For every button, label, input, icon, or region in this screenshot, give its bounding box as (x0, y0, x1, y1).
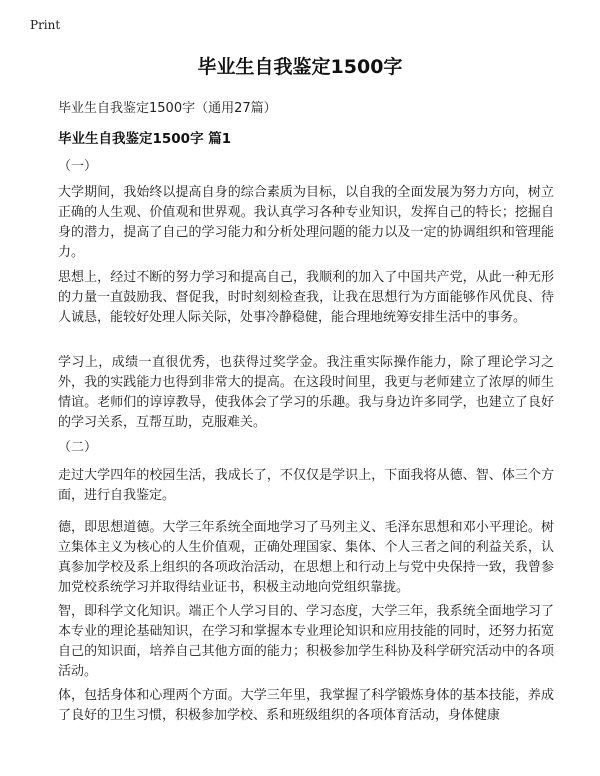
paragraph: 走过大学四年的校园生活，我成长了，不仅仅是学识上，下面我将从德、智、体三个方面，进行自我鉴定。 (58, 468, 554, 503)
section-heading: 毕业生自我鉴定1500字 篇1 (58, 131, 232, 147)
part-label-one: （一） (58, 159, 98, 174)
paragraph: 大学期间，我始终以提高自身的综合素质为目标，以自我的全面发展为努力方向，树立正确的人生观、价值观和世界观。我认真学习各种专业知识，发挥自己的特长；挖掘自身的潜力，提高了自己的学习能力和分析处理问题的能力以及一定的协调组织和管理能力。 (58, 185, 554, 260)
print-link[interactable]: Print (30, 18, 61, 32)
paragraph: 学习上，成绩一直很优秀，也获得过奖学金。我注重实际操作能力，除了理论学习之外，我的实践能力也得到非常大的提高。在这段时间里，我更与老师建立了浓厚的师生情谊。老师们的谆谆教导，使我体会了学习的乐趣。我与身边许多同学，也建立了良好的学习关系，互帮互助，克服难关。 (58, 355, 554, 430)
document-subtitle: 毕业生自我鉴定1500字（通用27篇） (58, 101, 277, 116)
paragraph: 德，即思想道德。大学三年系统全面地学习了马列主义、毛泽东思想和邓小平理论。树立集体主义为核心的人生价值观，正确处理国家、集体、个人三者之间的利益关系，认真参加学校及系上组织的各项政治活动，在思想上和行动上与党中央保持一致，我曾参加党校系统学习并取得结业证书，积极主动地向党组织靠拢。 (58, 520, 554, 595)
paragraph: 体，包括身体和心理两个方面。大学三年里，我掌握了科学锻炼身体的基本技能，养成了良好的卫生习惯，积极参加学校、系和班级组织的各项体育活动，身体健康 (58, 688, 554, 723)
part-label-two: （二） (58, 440, 98, 455)
paragraph: 思想上，经过不断的努力学习和提高自己，我顺利的加入了中国共产党，从此一种无形的力量一直鼓励我、督促我，时时刻刻检查我，让我在思想行为方面能够作风优良、待人诚恳，能较好处理人际关际，处事冷静稳健，能合理地统筹安排生活中的事务。 (58, 270, 554, 325)
paragraph: 智，即科学文化知识。端正个人学习目的、学习态度，大学三年，我系统全面地学习了本专业的理论基础知识，在学习和掌握本专业理论知识和应用技能的同时，还努力拓宽自己的知识面，培养自己其他方面的能力；积极参加学生科协及科学研究活动中的各项活动。 (58, 604, 554, 679)
document-title: 毕业生自我鉴定1500字 (197, 56, 403, 78)
